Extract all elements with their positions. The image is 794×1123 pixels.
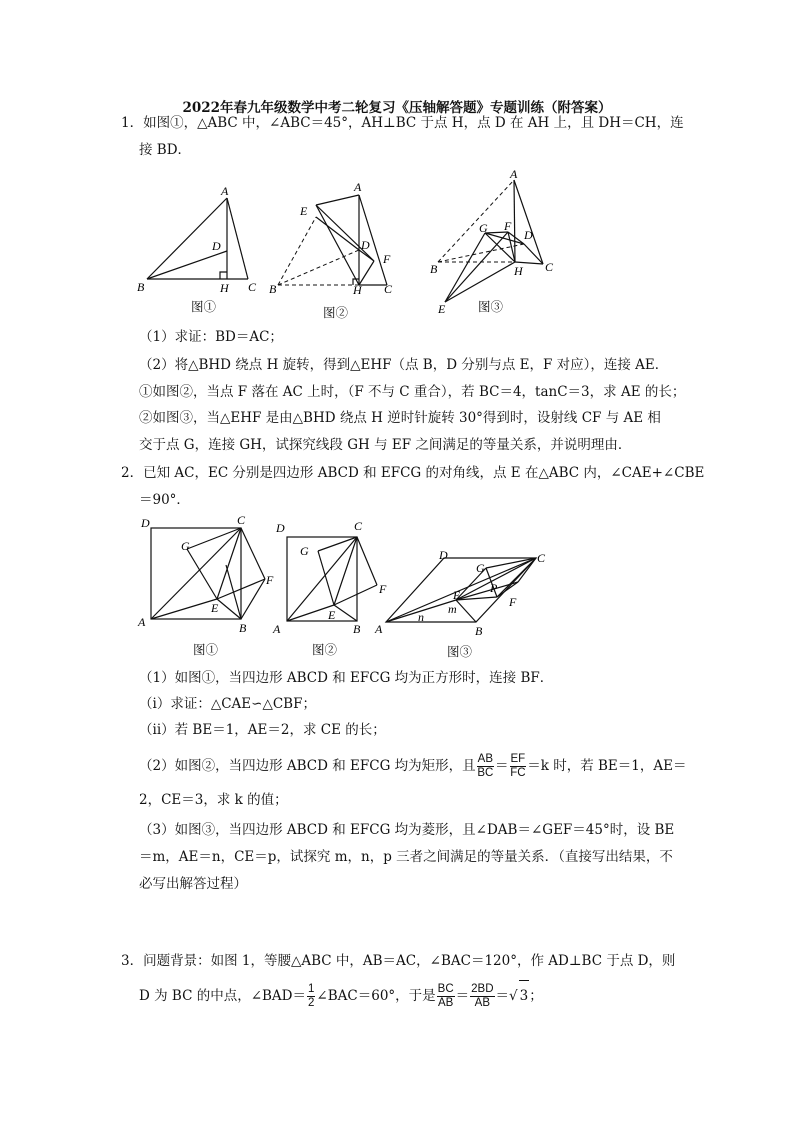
fraction-2bd-ab (470, 983, 494, 1010)
frac-num: 1 (308, 983, 315, 995)
q2-part2-post: ＝k 时，若 BE＝1，AE＝ (527, 758, 687, 774)
q1-line2: 接 BD． (139, 142, 192, 158)
q1-figure-3 (430, 167, 565, 316)
q1-part2: （2）将△BHD 绕点 H 旋转，得到△EHF（点 B，D 分别与点 E，F 对应），连接 AE． (139, 357, 669, 373)
q3-line2 (139, 980, 543, 1011)
equals: ＝ (495, 758, 509, 774)
q2-part3c: 必写出解答过程） (139, 876, 247, 892)
label-D: D (361, 238, 370, 252)
label-C: C (354, 519, 363, 533)
q2-line1: 2．已知 AC，EC 分别是四边形 ABCD 和 EFCG 的对角线，点 E 在△ABC 内，∠CAE+∠CBE (121, 465, 705, 481)
label-A: A (273, 622, 281, 636)
q3-line2-mid: ∠BAC＝60°，于是 (316, 988, 436, 1004)
fraction-ef-fc (510, 753, 527, 780)
label-C: C (537, 551, 546, 565)
label-E: E (328, 608, 336, 622)
label-E: E (211, 601, 219, 615)
label-D: D (141, 516, 150, 530)
q2-part2-line1 (139, 752, 686, 780)
fraction-ab-bc (477, 753, 494, 780)
q3-line1: 3．问题背景：如图 1，等腰△ABC 中，AB＝AC，∠BAC＝120°，作 AD⊥BC 于点 D，则 (121, 953, 676, 969)
sqrt-sign: √ (509, 988, 518, 1004)
label-B: B (269, 282, 277, 296)
label-m: m (448, 602, 457, 616)
fraction-bc-ab (437, 983, 455, 1010)
label-A: A (138, 615, 146, 629)
label-B: B (353, 622, 361, 636)
frac-den: AB (437, 997, 454, 1009)
label-G: G (300, 544, 309, 558)
label-D: D (439, 548, 448, 562)
q1-line1: 1．如图①，△ABC 中，∠ABC＝45°，AH⊥BC 于点 H，点 D 在 AH 上，且 DH＝CH，连 (121, 115, 684, 131)
equals: ＝ (455, 988, 470, 1004)
label-H: H (353, 283, 362, 297)
q2-line2: ＝90°． (139, 492, 190, 508)
q2-fig1-caption: 图① (193, 642, 219, 657)
fraction-half (307, 983, 315, 1010)
q1-part2-1: ①如图②，当点 F 落在 AC 上时，（F 不与 C 重合），若 BC＝4，tanC＝3，求 AE 的长； (139, 384, 686, 400)
label-G: G (479, 221, 488, 235)
q2-figure-1 (137, 512, 277, 637)
label-E: E (438, 302, 446, 316)
frac-num: EF (510, 753, 526, 765)
q3-line2-pre: D 为 BC 的中点，∠BAD＝ (139, 988, 307, 1004)
label-B: B (137, 280, 145, 294)
label-G: G (181, 539, 190, 553)
q2-fig3-caption: 图③ (447, 644, 473, 659)
q3-line2-end: ； (529, 988, 543, 1004)
label-C: C (248, 280, 257, 294)
equals: ＝ (495, 988, 510, 1004)
label-A: A (510, 167, 518, 181)
sqrt-radicand: 3 (519, 980, 530, 1011)
q2-part3a: （3）如图③，当四边形 ABCD 和 EFCG 均为菱形，且∠DAB＝∠GEF＝45°时，设 BE (139, 822, 675, 838)
q2-part2-pre: （2）如图②，当四边形 ABCD 和 EFCG 均为矩形，且 (139, 758, 476, 774)
label-n: n (418, 610, 424, 624)
q2-part1: （1）如图①，当四边形 ABCD 和 EFCG 均为正方形时，连接 BF． (139, 670, 554, 686)
q1-part1: （1）求证：BD＝AC； (139, 329, 283, 345)
frac-den: FC (510, 767, 526, 779)
page-title: 2022年春九年级数学中考二轮复习《压轴解答题》专题训练（附答案） (182, 100, 612, 116)
label-E: E (300, 204, 308, 218)
q1-figure-2 (266, 180, 401, 300)
frac-den: BC (477, 767, 494, 779)
label-D: D (524, 228, 533, 242)
label-B: B (239, 621, 247, 635)
q1-figure-1 (135, 180, 265, 295)
frac-num: BC (437, 983, 454, 995)
q2-part1-i: （i）求证：△CAE∽△CBF； (139, 696, 316, 712)
label-A: A (354, 180, 362, 194)
frac-num: AB (477, 753, 494, 765)
label-F: F (383, 252, 391, 266)
label-F: F (379, 582, 387, 596)
q1-part2-2b: 交于点 G，连接 GH，试探究线段 GH 与 EF 之间满足的等量关系，并说明理由． (139, 437, 632, 453)
q1-fig1-caption: 图① (191, 299, 217, 314)
label-C: C (384, 282, 393, 296)
label-B: B (430, 262, 438, 276)
q1-fig3-caption: 图③ (478, 299, 504, 314)
label-E: E (453, 588, 461, 602)
label-A: A (221, 184, 229, 198)
q1-part2-2a: ②如图③，当△EHF 是由△BHD 绕点 H 逆时针旋转 30°得到时，设射线 CF 与 AE 相 (139, 410, 661, 426)
label-D: D (276, 521, 285, 535)
label-F: F (504, 219, 512, 233)
q2-fig2-caption: 图② (312, 642, 338, 657)
frac-den: AB (474, 997, 491, 1009)
label-C: C (237, 513, 246, 527)
frac-num: 2BD (471, 983, 494, 995)
frac-den: 2 (308, 997, 315, 1009)
q2-part3b: ＝m，AE＝n，CE＝p，试探究 m，n，p 三者之间满足的等量关系．（直接写出结果，不 (139, 849, 673, 865)
q1-fig2-caption: 图② (323, 305, 349, 320)
label-A: A (375, 622, 383, 636)
label-D: D (212, 239, 221, 253)
label-G: G (476, 561, 485, 575)
label-F: F (266, 573, 274, 587)
q2-figure-3 (372, 542, 557, 642)
label-P: P (490, 581, 498, 595)
label-F: F (509, 595, 517, 609)
q2-part2-line2: 2，CE＝3，求 k 的值； (139, 792, 288, 808)
q2-part1-ii: （ii）若 BE＝1，AE＝2，求 CE 的长； (139, 722, 386, 738)
label-H: H (514, 264, 523, 278)
label-B: B (475, 624, 483, 638)
label-H: H (220, 281, 229, 295)
label-C: C (545, 260, 554, 274)
